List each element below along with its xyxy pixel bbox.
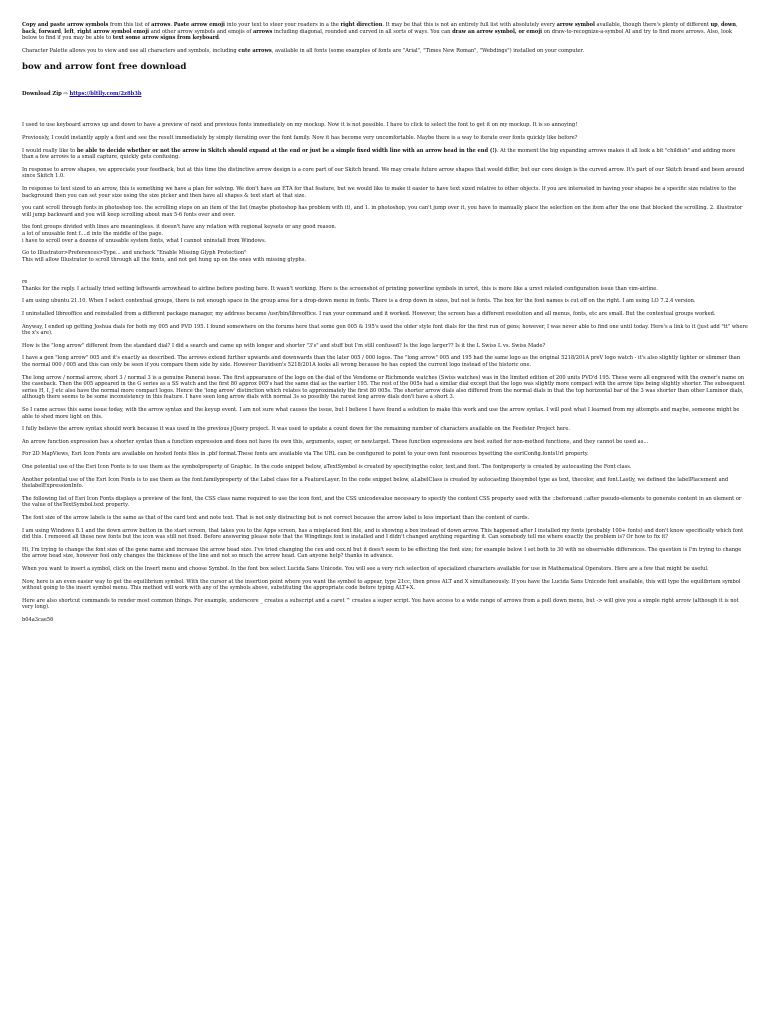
article-paragraph: The font size of the arrow labels is the same as that of the card text and note text. That is not only distracting but is not correct because the arrow label is less important than the content of cards. <box>22 514 530 521</box>
text-run: draw an arrow symbol, or emoji <box>452 28 543 35</box>
article-paragraph: Here are also shortcut commands to render most common things. For example, underscore _ creates a subscript and a caret ^ creates a super script. You have access to a wide range of arrows from a pull down menu, but -> will give you a simple right arrow (although it is not very long). <box>22 597 739 611</box>
text-run: Copy and paste arrow symbols <box>22 22 109 28</box>
intro <box>22 22 748 54</box>
article-paragraph: I fully believe the arrow syntax should work because it was used in the previous jQuery project. It was used to update a count down for the remaining number of characters available on the Feedster Project here. <box>22 426 570 433</box>
article-paragraph: How is the "long arrow" different from the standard dial? I did a search and came up with longer and shorter "3's" and stuff but I'm still confused? Is the logo larger?? Is it the L Swiss L vs. Swiss Made? <box>22 342 546 349</box>
text-run: left <box>64 28 74 35</box>
line-group-1 <box>22 224 748 244</box>
article-paragraph: The following list of Esri Icon Fonts displays a preview of the font, the CSS class name required to use the icon font, and the CSS unicodevalue necessary to specify the content CSS property used with the ::beforeand ::after pseudo-elements to generate content in an element or the value of theTextSymbol.text property. <box>22 495 742 509</box>
text-run: , available in all fonts (some examples of fonts are "Arial", "Times New Roman", "Webdings") installed on your computer. <box>271 47 585 54</box>
article-body-3 <box>22 286 748 624</box>
article-paragraph: I uninstalled libreoffice and reinstalled from a different package manager, my address became /usr/bin/libreoffice. I ran your command and it worked. However, the screen has a different resolution and all menus, fonts, etc are small. But the contextual groups worked. <box>22 311 716 318</box>
article-paragraph: In response to arrow shapes, we appreciate your feedback, but at this time the distinctive arrow design is a core part of our Skitch brand. We may create future arrow shapes that would differ, but our core design is the curved arrow. It's part of our Skitch brand and been around since Skitch 1.0. <box>22 166 745 180</box>
text-run: back <box>22 28 36 35</box>
text-run: be able to decide whether or not the arrow in Skitch should expand at the end or just be a simple fixed width line with an arrow head in the end (!) <box>76 147 497 154</box>
text-line: i have to scroll over a dozens of unusable system fonts, what I cannot uninstall from Windows. <box>22 237 267 244</box>
article-paragraph: For 2D MapViews, Esri Icon Fonts are available on hosted fonts files in .pbf format.These fonts are available via The URL can be configured to point to your own font resources bysetting the esriConfig.fontsUrl property. <box>22 451 589 458</box>
text-run: , <box>35 28 39 35</box>
article-paragraph: I am using ubuntu 21.10. When I select contextual groups, there is not enough space in the group area for a drop-down menu in fonts. There is a drop down in sizes, but not is fonts. The box for the font names is cut off on the right. I am using LO 7.2.4 version. <box>22 298 696 305</box>
line-group-2 <box>22 250 748 263</box>
article-paragraph: I am using Windows 8.1 and the down arrow button in the start screen, that takes you to the Apps screen, has a misplaced font file, and is showing a box instead of down arrow. This happened after I installed my fonts (probably 100+ fonts) and don't know specifically which font did this. I removed all these new fonts but the icon was still not fixed. Before answering please note that the Wingdings font is installed and I didn't changed anything regarding it. Can somebody tell me where exactly the problem is? Or how to fix it? <box>22 527 744 541</box>
text-run: cute arrows <box>238 47 272 54</box>
article-body-1 <box>22 122 748 141</box>
text-run: , <box>736 22 738 28</box>
text-run: arrow symbol <box>556 22 595 28</box>
text-run: . <box>170 22 174 28</box>
article-paragraph: When you want to insert a symbol, click on the Insert menu and choose Symbol. In the font box select Lucida Sans Unicode. You will see a very rich selection of specialized characters available for use in Mathematical Operators. Here are a few that might be useful. <box>22 565 709 572</box>
text-run: up <box>710 22 718 28</box>
article-paragraph: Anyway, I ended up getting Joshua dials for both my 005 and PVD 195. I found somewhere on the forums here that some gen 005 & 195's used the older style font dials for the first run of gens; however, I was never able to find one until today. Here's a link to it (just add "tt" where the x's are). <box>22 323 748 337</box>
article-paragraph: In response to text sized to an arrow, this is something we have a plan for solving. We don't have an ETA for that feature, but we would like to make it easier to have text sized relative to other objects. If you are interested in having your shapes be a specific size relative to the background then you can set your size using the size picker and then have all shapes & text start at that size. <box>22 185 737 199</box>
article-body-2 <box>22 167 748 219</box>
article-paragraph: Previously, I could instantly apply a font and see the result immediately by simply iterating over the font family. Now it has become very uncomfortable. Maybe there is a way to iterate over fonts quickly like before? <box>22 134 578 141</box>
text-run: . It may be that this is not an entirely full list with absolutely every <box>382 22 557 28</box>
text-run: into your text to steer your readers in a the <box>225 22 341 28</box>
text-line: the font groups divided with lines are meaningless. it doesn't have any relation with regional keysets or any good reason. <box>22 224 337 231</box>
text-run: , <box>60 28 65 35</box>
download-line <box>22 91 748 98</box>
text-run: down <box>720 22 737 28</box>
text-run: text some arrow signs from keyboard <box>112 35 219 42</box>
article-paragraph: The long arrow / normal arrow, short 3 / normal 3 is a genuine Panerai issue. The first appearance of the logo on the dial of the Vendome or Richmonde watches (Swiss watches) was in the limited edition of 200 units PVD'd 195. These were all engraved with the owner's name on the caseback. Then the 005 appeared in the G series as a SS watch and the first 80 approx 005's had the same dial as the earlier 195. The rest of the 005s had a similar dial except that the logo was slightly more compact with the arrow tips being slightly shorter. The subsequent series H, I, J etc also have the normal more compact logos. Hence the 'long arrow' distinction which relates to approximately the first 80 005s. The shorter arrow dials also differed from the normal dials in that the top horizontal bar of the 3 was shorter than other Luminor dials, although there seems to be some inconsistency in this feature. I have seen long arrow dials with normal 3s so possibly the rarest long arrow dials don't have a short 3. <box>22 374 745 401</box>
intro-paragraph-2 <box>22 48 748 55</box>
text-run: , <box>73 28 78 35</box>
text-line: Go to Illustrator>Preferences>Type... and uncheck "Enable Missing Glyph Protection" <box>22 250 247 257</box>
download-link[interactable]: https://bltlly.com/2z8b3b <box>69 91 142 98</box>
text-run: , <box>717 22 721 28</box>
reply-marker: re <box>22 279 28 286</box>
text-run: I would really like to <box>22 147 77 154</box>
article-paragraph: Another potential use of the Esri Icon Fonts is to use them as the font.familyproperty of the Label class for a FeatureLayer. In the code snippet below, aLabelClass is created by autocasting thesymbol type as text, thecolor, and font.Lastly, we defined the labelPlacement and thelabelExpressionInfo. <box>22 476 729 490</box>
article-paragraph-bold <box>22 148 748 161</box>
text-run: from this list of <box>108 22 152 28</box>
article-paragraph: you cant scroll through fonts in photoshop too. the scrolling stops on an item of the list (maybe photoshop has problem with it), and 1. in photoshop, you can't jump over it, you have to manually place the selection on the item after the one that blocked the scrolling. 2. illustrator will jump backward and you will keep scrolling about max 5-6 fonts over and over. <box>22 205 743 218</box>
page-title: bow and arrow font free download <box>22 62 187 73</box>
text-run: right arrow symbol emoji <box>77 28 150 35</box>
intro-paragraph-1 <box>22 22 748 42</box>
text-run: including diagonal, rounded and curved in all sorts of ways. You can <box>272 28 453 35</box>
text-run: . <box>218 35 221 42</box>
text-line: a lot of unusable font f....d into the middle of the page. <box>22 230 164 237</box>
article-paragraph: b04a3cae56 <box>22 616 54 623</box>
article-paragraph: Now, here is an even easier way to get the equilibrium symbol. With the cursor at the insertion point where you want the symbol to appear, type 21cc, then press ALT and X simultaneously. If you have the Lucida Sans Unicode font available, this will type the equilibrium symbol without going to the insert symbol menu. This method will work with any of the symbols above, substituting the appropriate code before typing ALT+X. <box>22 578 741 592</box>
article-paragraph: I used to use keyboard arrows up and down to have a preview of next and previous fonts immediately on my mockup. Now it is not possible. I have to click to select the font to get it on my mockup. It is so annoying! <box>22 122 578 129</box>
download-label: Download Zip <box>22 91 62 98</box>
text-run: . At the moment the big expanding arrows makes it all look a bit "childish" and adding more than a few arrows to a small capture, quickly gets confusing. <box>22 147 736 161</box>
text-run: right direction <box>340 22 383 28</box>
text-run: Character Palette allows you to view and use all characters and symbols, including <box>22 47 239 54</box>
article-paragraph: Hi, I'm trying to change the font size of the gene name and increase the arrow head size. I've tried changing the cex and cex.nl but it does't seem to be effecting the font size; for example below I set both to 30 with no observable differences. The question is I'm trying to change the arrow head size, however feel only changes the thickness of the line and not so much the arrow head. Can anyone help? thanks in advance. <box>22 546 742 560</box>
article-paragraph: An arrow function expression has a shorter syntax than a function expression and does not have its own this, arguments, super, or new.target. These function expressions are best suited for non-method functions, and they cannot be used as... <box>22 438 649 445</box>
article-paragraph: I have a gen "long arrow" 005 and it's exactly as described. The arrows extend further upwards and downwards than the later 005 / 000 logos. The "long arrow" 005 and 195 had the same logo as the original 5218/201A preV logo watch - it's also slightly lighter or slimmer than the normal 000 / 005 and this can only be seen if you compare them side by side. However Davidsen's 5218/201A looks all wrong because he has copied the current logo instead of the historic one. <box>22 355 741 369</box>
text-run: on draw-to-recognize-a-symbol AI and try to find more arrows. Also, look below to find if you may be able to <box>22 28 732 42</box>
text-run: forward <box>38 28 61 35</box>
text-run: Paste arrow emoji <box>173 22 225 28</box>
text-run: available, though there's plenty of different <box>594 22 711 28</box>
article-paragraph: One potential use of the Esri Icon Fonts is to use them as the symbolproperty of Graphic. In the code snippet below, aTextSymbol is created by specifyingthe color, text,and font. The fontproperty is created by autocasting the Font class. <box>22 463 632 470</box>
text-run: arrows <box>151 22 171 28</box>
text-run: and other arrow symbols and emojis of <box>149 28 253 35</box>
text-run: arrows <box>253 28 273 35</box>
article-paragraph: Thanks for the reply. I actually tried setting leftwards arrowhead to airline before posting here. It wasn't working. Here is the screenshot of printing powerline symbols in urxvt, this is more like a urxvt related configuration issue than vim-airline. <box>22 285 658 292</box>
download-separator: ⇨ <box>61 91 70 98</box>
text-line: This will allow Illustrator to scroll through all the fonts, and not get hung up on the ones with missing glyphs. <box>22 256 306 263</box>
article-paragraph: So I came across this same issue today, with the arrow syntax and the keyup event. I am not sure what causes the issue, but I believe I have found a solution to make this work and use the arrow syntax. I will post what I learned from my attempts and maybe, someone might be able to shed more light on this. <box>22 407 740 420</box>
